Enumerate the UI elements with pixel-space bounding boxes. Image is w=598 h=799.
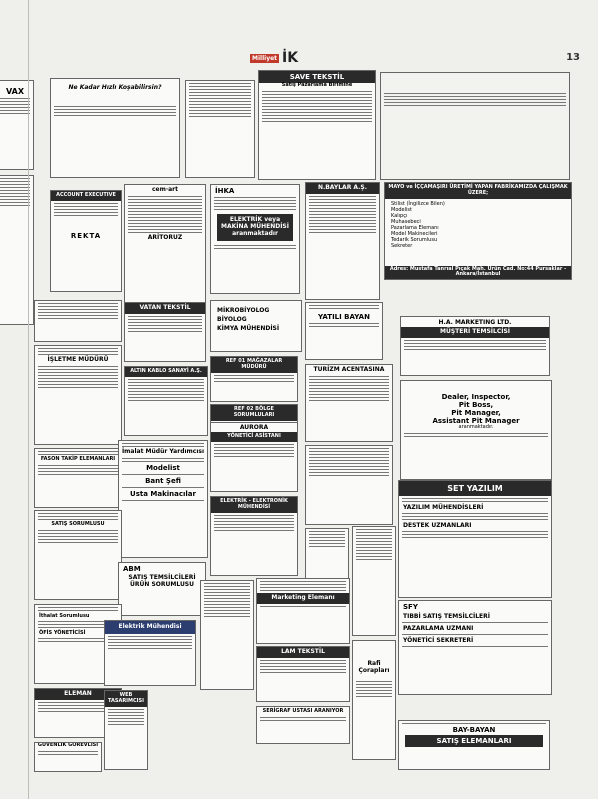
ad-marketing-elemani [256,578,350,644]
ad-ee-title: ELEKTRİK - ELEKTRONİK MÜHENDİSİ [211,497,297,513]
ad-set-title: SET YAZILIM [399,481,551,496]
ad-elektrik-mavi [104,620,196,686]
ad-fason-takip [34,448,122,508]
ad-ihka-logo: İHKA [215,187,235,195]
page-header [250,50,590,70]
ad-architects [305,445,393,525]
ad-nbaylar [305,182,380,300]
ad-sfy [398,600,552,695]
ad-pazarlama: PAZARLAMA UZMANI [403,625,474,632]
ad-usta-makinacilar: Usta Makinacılar [130,489,196,498]
ad-mikrobiyolog [210,300,302,352]
ad-mayo-item: Stilist (İngilizce Bilen) [391,200,445,207]
ad-cem-art [124,184,206,312]
ad-mikro-item: KİMYA MÜHENDİSİ [217,325,280,332]
ad-ithalat-title: İthalat Sorumlusu [39,613,90,619]
ad-isletme-muduru [34,345,122,445]
ad-satis-elemanlari: SATIŞ ELEMANLARI [405,735,543,747]
ad-nx [50,78,180,178]
ad-sfy-logo: SFY [403,603,418,611]
ad-ref01 [210,356,298,402]
ad-bant-sefi: Bant Şefi [145,476,181,485]
ad-ha-title: H.A. MARKETING LTD. [438,319,512,326]
ad-dealer-line: Pit Boss, [458,401,494,410]
ad-otomotiv [352,526,396,636]
ad-serigraf [256,706,350,744]
ad-eryat [34,300,122,342]
ad-yazilim-muh: YAZILIM MÜHENDİSLERİ [403,504,484,512]
ad-set-yazilim [398,480,552,598]
ad-cemart-logo: cem·art [151,186,179,193]
logo-ik: İK [282,50,299,66]
ad-abm-urun: ÜRÜN SORUMLUSU [129,580,195,588]
ad-abm [118,562,206,616]
ad-mayo-fabrika [384,182,572,280]
ad-em-title: Elektrik Mühendisi [105,621,195,634]
ad-vatan-tekstil [124,302,206,362]
ad-ddk [200,580,254,690]
ad-marketing-title: Marketing Elemanı [257,593,349,604]
ad-abm-logo: ABM [123,565,141,573]
ad-altin-title: ALTIN KABLO SANAYİ A.Ş. [125,367,207,377]
ad-bay-bayan [398,720,550,770]
ad-mayo-list [391,201,565,249]
ad-vatan-title: VATAN TEKSTİL [125,303,205,314]
ad-aurora [210,422,298,492]
ad-mayo-item: Tedarik Sorumlusu [391,236,438,243]
ad-musteri-temsilcisi: MÜŞTERİ TEMSİLCİSİ [401,327,549,338]
ad-satis-sorumlusu [34,510,122,600]
page-fold-line [28,0,29,799]
ad-rafi-coraplari [352,640,396,760]
ad-aurora-logo: AURORA [239,424,269,431]
ad-altin-kablo [124,366,208,436]
ad-isletme-title: İŞLETME MÜDÜRÜ [47,356,109,363]
ad-nx-title: Ne Kadar Hızlı Koşabilirsin? [68,84,162,91]
ad-fason-title: FASON TAKİP ELEMANLARI [40,456,116,462]
ad-turizm-title: TURİZM ACENTASINA [313,366,385,373]
page-number: 13 [566,52,580,63]
ad-lam-title: LAM TEKSTİL [257,647,349,658]
ad-account-executive [50,190,122,292]
ad-mayo-address: Adres: Mustafa Tanrıal Pıçak Mah. Ürün Cad. No:44 Pursaklar - Ankara/İstanbul [385,266,571,280]
ad-account-title: ACCOUNT EXECUTIVE [51,191,121,201]
ad-yonetici-sekreter: YÖNETİCİ SEKRETERİ [403,637,474,644]
ad-dealer-line: Assistant Pit Manager [432,417,520,426]
ad-rafi-title: Rafi Çorapları [358,660,390,674]
ad-imalat-title: İmalat Müdür Yardımcısı [121,448,205,455]
ad-dealer-sub: aranmaktadır. [458,424,494,431]
ad-mayo-item: Pazarlama Elemanı [391,224,439,231]
ad-mayo-item: Modelist [391,206,412,213]
ad-yatili-bayan [305,302,383,360]
ad-mayo-item: Model Makinecileri [391,230,438,237]
ad-dealer-line: Dealer, Inspector, [441,393,511,401]
ad-mayo-title: MAYO ve İÇÇAMAŞIRI ÜRETİMİ YAPAN FABRİKAMIZDA ÇALIŞMAK ÜZERE; [385,183,571,199]
ad-mikro-item: MİKROBİYOLOG [217,307,270,314]
ad-ofis-title: ÖFİS YÖNETİCİSİ [39,630,86,636]
ad-elektrik-elektronik [210,496,298,576]
ad-mayo-item: Sekreter [391,242,413,249]
ad-eleman-title: ELEMAN [35,689,121,700]
ad-tibbi: TIBBİ SATIŞ TEMSİLCİLERİ [403,613,490,620]
ad-nbaylar-title: N.BAYLAR A.Ş. [306,183,379,194]
ad-dealer [400,380,552,480]
ad-satis-sor-title: SATIŞ SORUMLUSU [51,521,105,527]
ad-mikro-item: BİYOLOG [217,316,247,323]
ad-dealer-line: Pit Manager, [451,409,501,418]
ad-web-tasarimci [104,690,148,770]
ad-guvenlik [34,742,102,772]
ad-save-tekstil [258,70,376,180]
ad-modelist: Modelist [146,463,180,472]
ad-save-sub: Satış Pazarlama Birimine [281,82,353,89]
ad-web-title: WEB TASARIMCISI [105,691,147,707]
ad-mayo-item: Muhasebeci [391,218,421,225]
ad-imalat [118,440,208,558]
ad-ref02-title: REF 02 BÖLGE SORUMLULARI [211,405,297,421]
ad-bay-bayan-title: BAY-BAYAN [452,726,496,734]
ad-abm-satis: SATIŞ TEMSİLCİLERİ [128,574,196,581]
ad-destek: DESTEK UZMANLARI [403,522,472,530]
ad-ha-marketing [400,316,550,376]
logo-milliyet: Milliyet [252,55,278,62]
ad-aritoruz-logo: ARİTORUZ [147,233,183,241]
ad-mid-list [185,80,255,178]
ad-guvenlik-title: GÜVENLİK GÖREVLİSİ [37,742,99,748]
ad-rekta-logo: REKTA [70,231,102,240]
ad-turizm-acentasi [305,364,393,442]
ad-elektrik-muhendisi: ELEKTRİK veya MAKİNA MÜHENDİSİ aranmaktadır [217,214,293,241]
ad-mayo-item: Kalıpçı [391,212,408,219]
ad-ref01-title: REF 01 MAĞAZALAR MÜDÜRÜ [211,357,297,373]
ad-right-top [380,72,570,180]
ad-serigraf-title: SERİGRAF USTASI ARANIYOR [262,708,344,714]
left-strip-ad-1: VAX [0,80,34,170]
ad-yonetici-asistani: YÖNETİCİ ASİSTANI [211,432,297,442]
ad-lam-tekstil [256,646,350,702]
ad-ihka [210,184,300,294]
ad-save-title: SAVE TEKSTİL [259,71,375,83]
ad-yatili-title: YATILI BAYAN [318,313,370,321]
